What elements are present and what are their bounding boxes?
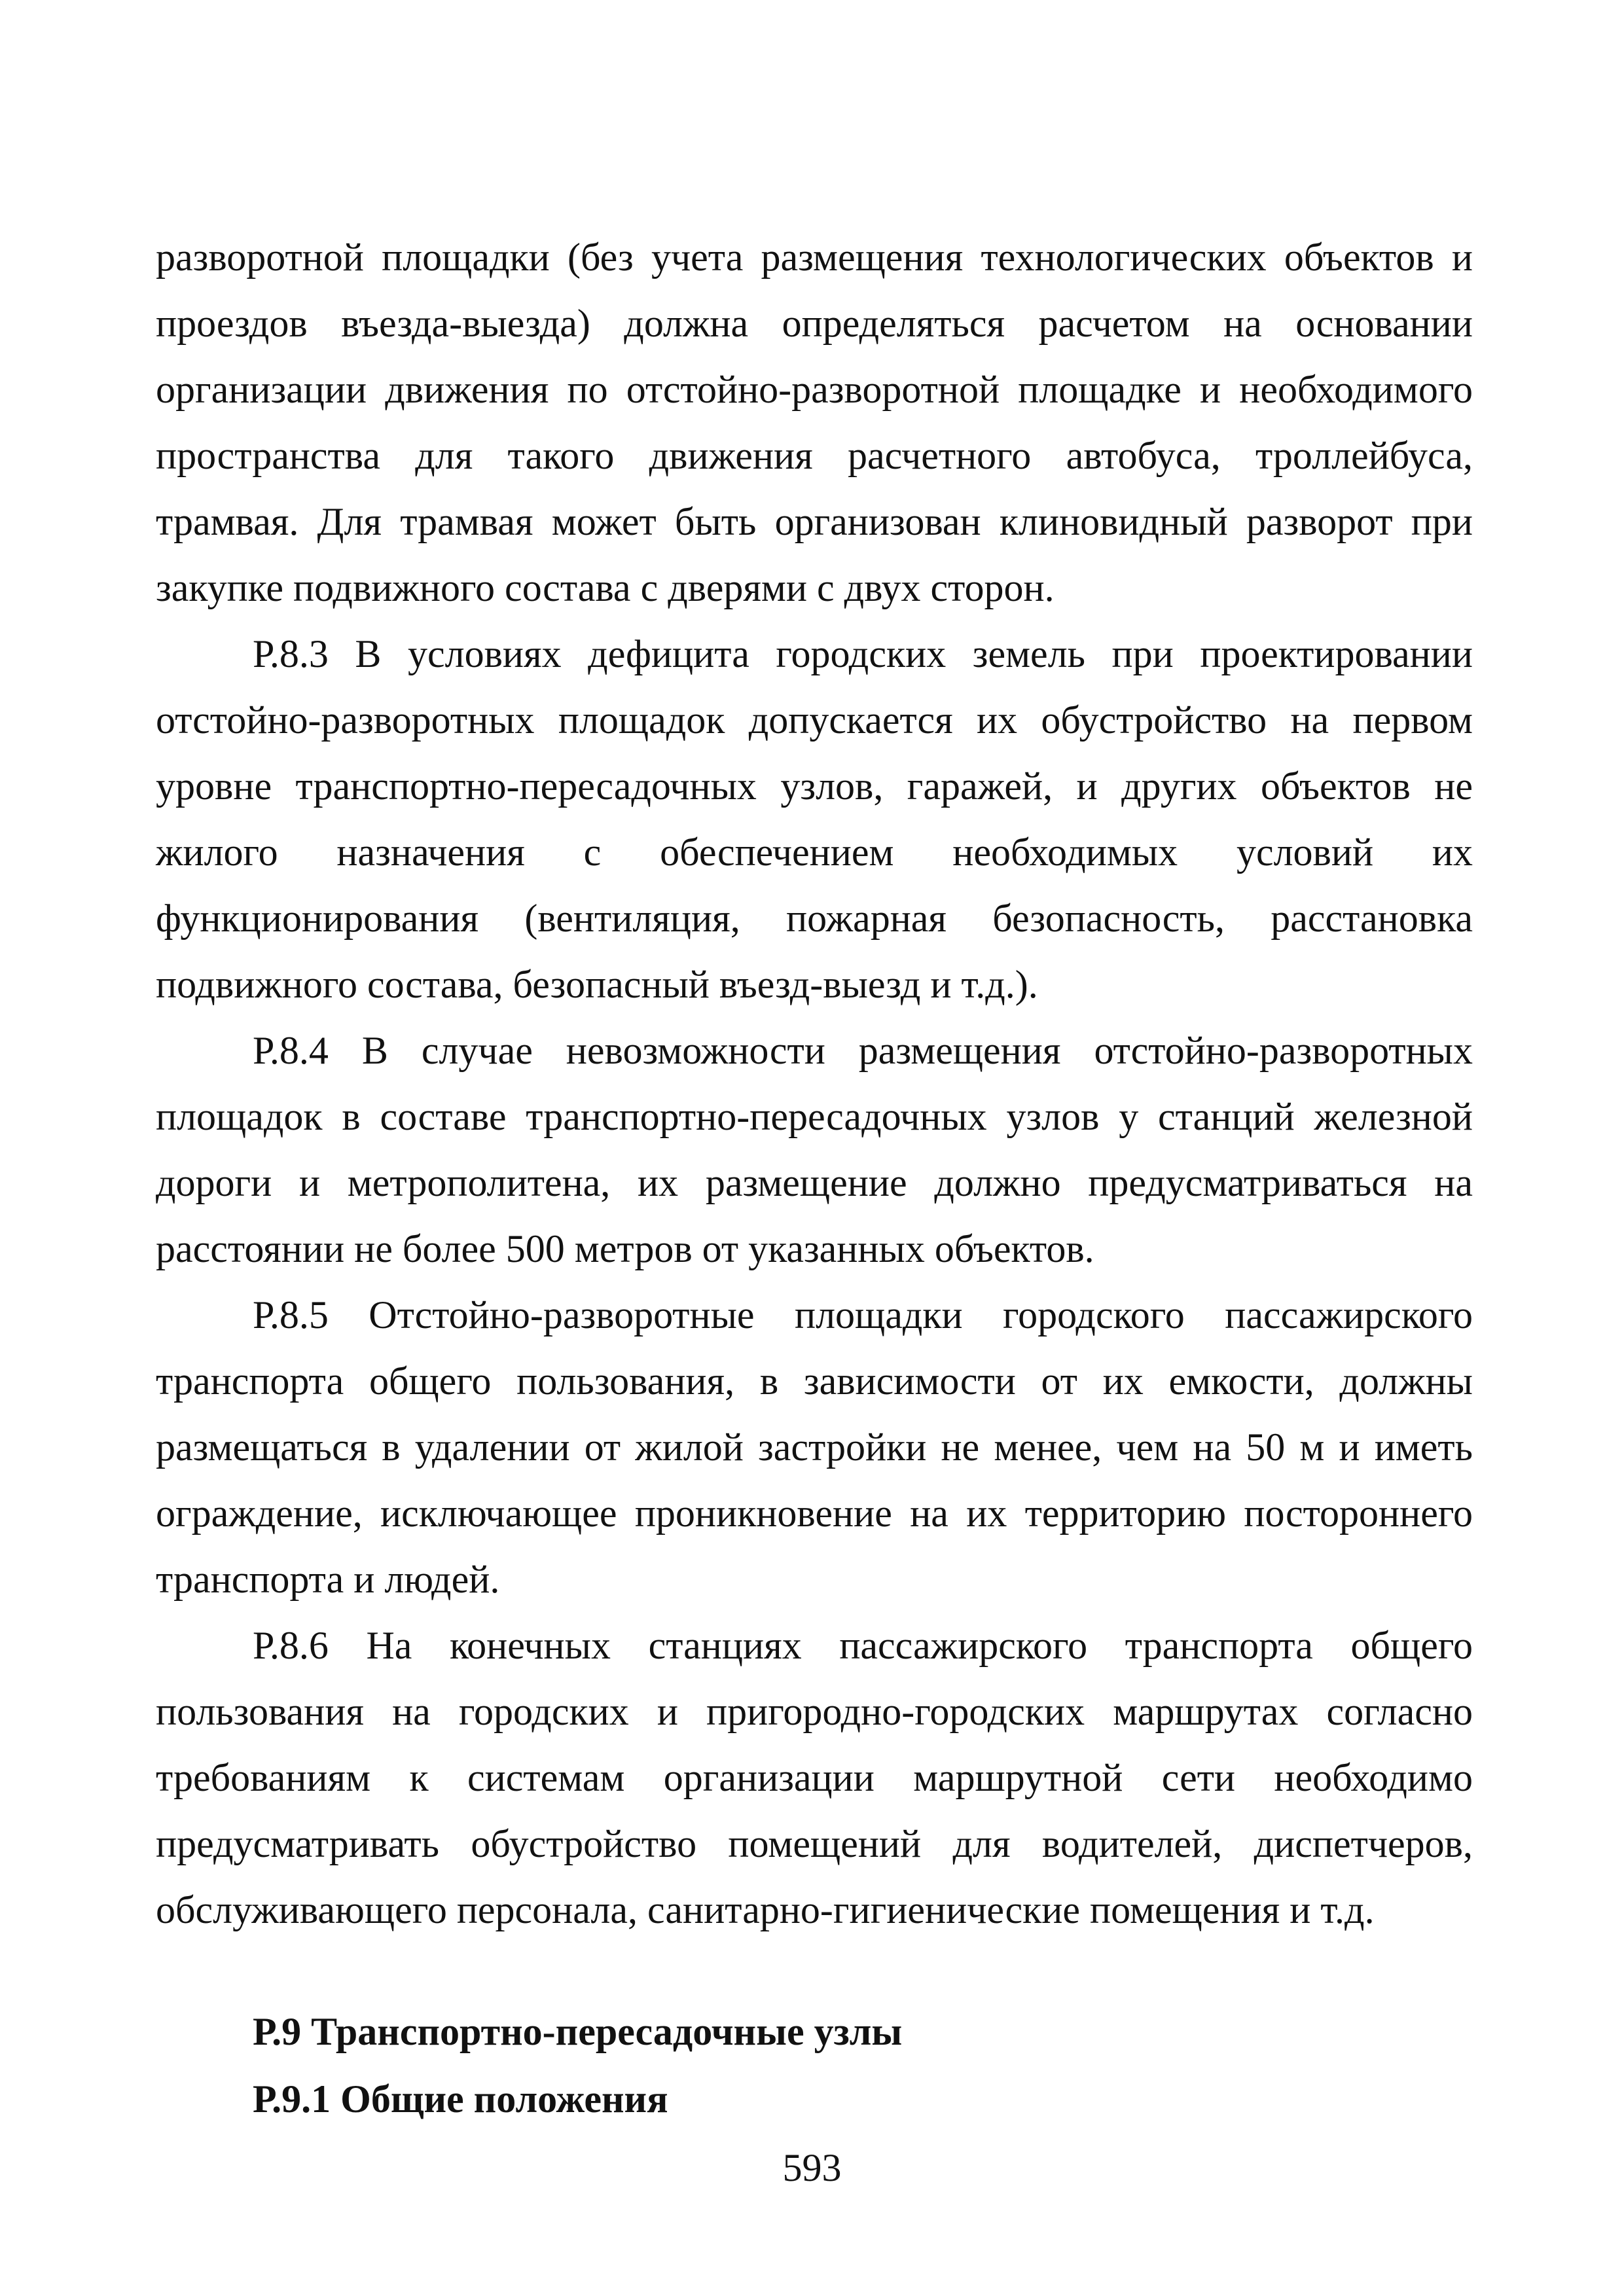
paragraph-p-8-5: Р.8.5 Отстойно-разворотные площадки городского пассажирского транспорта общего пользования, в зависимости от их емкости, должны размещаться в удалении от жилой застройки не менее, чем на 50 м и иметь ограждение, исключающее проникновение на их территорию постороннего транспорта и людей. <box>156 1293 1473 1601</box>
body-text <box>156 224 1473 1943</box>
paragraph-p-8-4: Р.8.4 В случае невозможности размещения отстойно-разворотных площадок в составе транспортно-пересадочных узлов у станций железной дороги и метрополитена, их размещение должно предусматриваться на расстоянии не более 500 метров от указанных объектов. <box>156 1029 1473 1270</box>
page-number: 593 <box>782 2146 842 2189</box>
paragraph-continuation: разворотной площадки (без учета размещения технологических объектов и проездов въезда-выезда) должна определяться расчетом на основании организации движения по отстойно-разворотной площадке и необходимого пространства для такого движения расчетного автобуса, троллейбуса, трамвая. Для трамвая может быть организован клиновидный разворот при закупке подвижного состава с дверями с двух сторон. <box>156 236 1473 609</box>
paragraph-p-8-3: Р.8.3 В условиях дефицита городских земель при проектировании отстойно-разворотных площадок допускается их обустройство на первом уровне транспортно-пересадочных узлов, гаражей, и других объектов не жилого назначения с обеспечением необходимых условий их функционирования (вентиляция, пожарная безопасность, расстановка подвижного состава, безопасный въезд-выезд и т.д.). <box>156 632 1473 1006</box>
paragraph-p-8-6: Р.8.6 На конечных станциях пассажирского транспорта общего пользования на городских и пригородно-городских маршрутах согласно требованиям к системам организации маршрутной сети необходимо предусматривать обустройство помещений для водителей, диспетчеров, обслуживающего персонала, санитарно-гигиенические помещения и т.д. <box>156 1624 1473 1931</box>
section-heading: Р.9 Транспортно-пересадочные узлы <box>253 2010 903 2053</box>
subsection-heading: Р.9.1 Общие положения <box>253 2077 668 2121</box>
